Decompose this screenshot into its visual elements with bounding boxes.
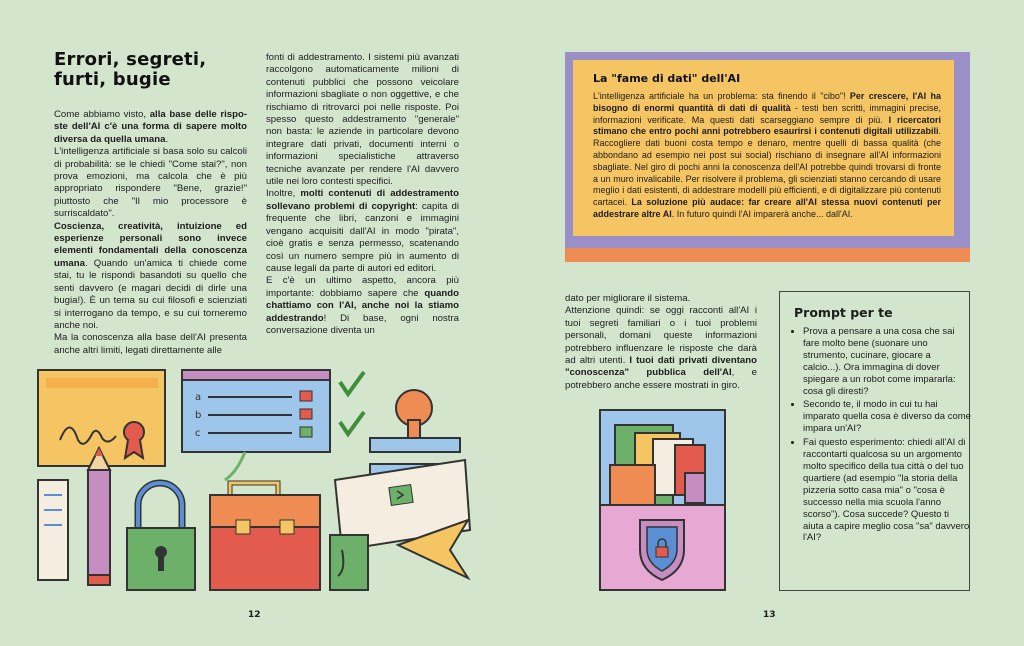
page-title: Errori, segreti, furti, bugie [54, 49, 207, 90]
page-number: 13 [763, 610, 776, 620]
paragraph: Attenzione quindi: se oggi racconti all'AI i tuoi segreti familiari o i tuoi problemi personali, domani queste informazioni potrebbero influenzare le risposte che darà ad altri utenti. I tuoi dati privati diventano "conoscenza" pubblica dell'AI, e potrebbero anche essere mostrati in giro. [565, 305, 757, 391]
paragraph: Inoltre, molti contenuti di addestramento sollevano problemi di copyright: capita di frequente che libri, canzoni e immagini vengano acquisiti dall'AI in modo "pirata", cioè gratis e senza permesso, scatenando così un numero sempre più in aumento di cause legali da parte di autori ed editori. [266, 188, 459, 274]
paragraph: L'intelligenza artificiale si basa solo su calcoli di probabilità: se le chiedi "Come stai?", non prova emozioni, ma calcola che è più appropriato rispondere "Bene, grazie!" piuttosto che "Il mio processore è surriscaldato". [54, 146, 247, 220]
right-column [565, 293, 757, 392]
option-letter-a: a [195, 392, 202, 403]
info-box-bottom-band [565, 248, 970, 262]
paragraph: Come abbiamo visto, alla base delle risposte dell'AI c'è una forma di sapere molto diversa da quella umana. [54, 109, 248, 145]
page-number: 12 [248, 610, 261, 620]
option-letter-c: c [195, 428, 201, 439]
checklist-window-icon [182, 370, 330, 480]
info-box-text: L'intelligenza artificiale ha un problema: sta finendo il "cibo"! Per crescere, l'AI ha bisogno di enormi quantità di dati di qualità - testi ben scritti, immagini precise, informazioni verificate. Ma questi dati scarseggiano sempre di più. I ricercatori stimano che entro pochi anni potrebbero esaurirsi i contenuti digitali utilizzabili. Raccogliere dati buoni costa tempo e denaro, mentre quelli di bassa qualità (che abbondano ad esempio nei post sui social) rischiano di insegnare all'AI informazioni sbagliate. Nel giro di pochi anni la conoscenza dell'AI potrebbe quindi trovarsi di fronte a un muro invalicabile. Per risolvere il problema, gli scienziati stanno cercando di usare meglio i dati esistenti, di addestrare modelli più efficienti, e di digitalizzare più contenuti cartacei. La soluzione più audace: far creare all'AI stessa nuovi contenuti per addestrare altre AI. In futuro quindi l'AI imparerà anche... dall'AI. [593, 91, 942, 219]
option-letter-b: b [195, 410, 202, 421]
prompt-box-title: Prompt per te [794, 305, 893, 320]
checkmarks-icon [340, 372, 364, 434]
list-item: • Prova a pensare a una cosa che sai fare molto bene (suonare uno strumento, cucinare, giocare a calcio...). Ora immagina di dover spiegare a un robot come impararla: cosa gli diresti? [803, 326, 971, 397]
data-objects-illustration [30, 360, 490, 600]
briefcase-icon [210, 483, 320, 590]
pencil-icon [88, 448, 110, 585]
folder-icon [330, 535, 368, 590]
padlock-icon [127, 483, 195, 590]
left-column-1 [54, 109, 247, 357]
left-column-2 [266, 52, 459, 337]
info-box-title: La "fame di dati" dell'AI [593, 72, 741, 85]
paragraph: Coscienza, creatività, intuizione ed esperienze personali sono invece elementi fondamentali della conoscenza umana. Quando un'amica ti chiede come stai, tu le rispondi basandoti su quello che senti davvero (e magari decidi di dirle una bugia!). È un tema su cui filosofi e scienziati si interrogano da tempo, e su cui torneremo anche noi. [54, 220, 247, 331]
paragraph: E c'è un ultimo aspetto, ancora più importante: dobbiamo sapere che quando chattiamo con l'AI, anche noi la stiamo addestrando! Di base, ogni nostra conversazione diventa un [266, 275, 459, 336]
paragraph: dato per migliorare il sistema. [565, 293, 691, 304]
prompt-list [790, 326, 971, 546]
scroll-icon [38, 480, 68, 580]
info-box [565, 52, 970, 248]
data-box-illustration [595, 405, 735, 595]
prompt-box [779, 291, 970, 591]
paragraph: fonti di addestramento. I sistemi più avanzati raccolgono automaticamente milioni di contenuti pubblici che possono veicolare informazioni sbagliate o non oggettive, e che rischiamo di ritrovarci poi nelle risposte. Poi spesso questo addestramento "generale" non basta: le aziende in particolare devono integrare dati privati, documenti interni o informazioni specialistiche attraverso tecniche avanzate per rendere l'AI davvero utile nei loro contesti specifici. [266, 52, 459, 188]
list-item: • Fai questo esperimento: chiedi all'AI di raccontarti qualcosa su un argomento molto specifico della tua città o del tuo quartiere (ad esempio "la storia della pizzeria sotto casa mia" o "cosa è successo nella mia scuola l'anno scorso"). Cosa succede? Questo ti aiuta a capire meglio cosa "sa" davvero l'AI? [803, 437, 971, 544]
paragraph: Ma la conoscenza alla base dell'AI presenta anche altri limiti, legati direttamente alle [54, 332, 247, 356]
list-item: • Secondo te, il modo in cui tu hai imparato quella cosa è diverso da come impara un'AI? [803, 399, 971, 435]
